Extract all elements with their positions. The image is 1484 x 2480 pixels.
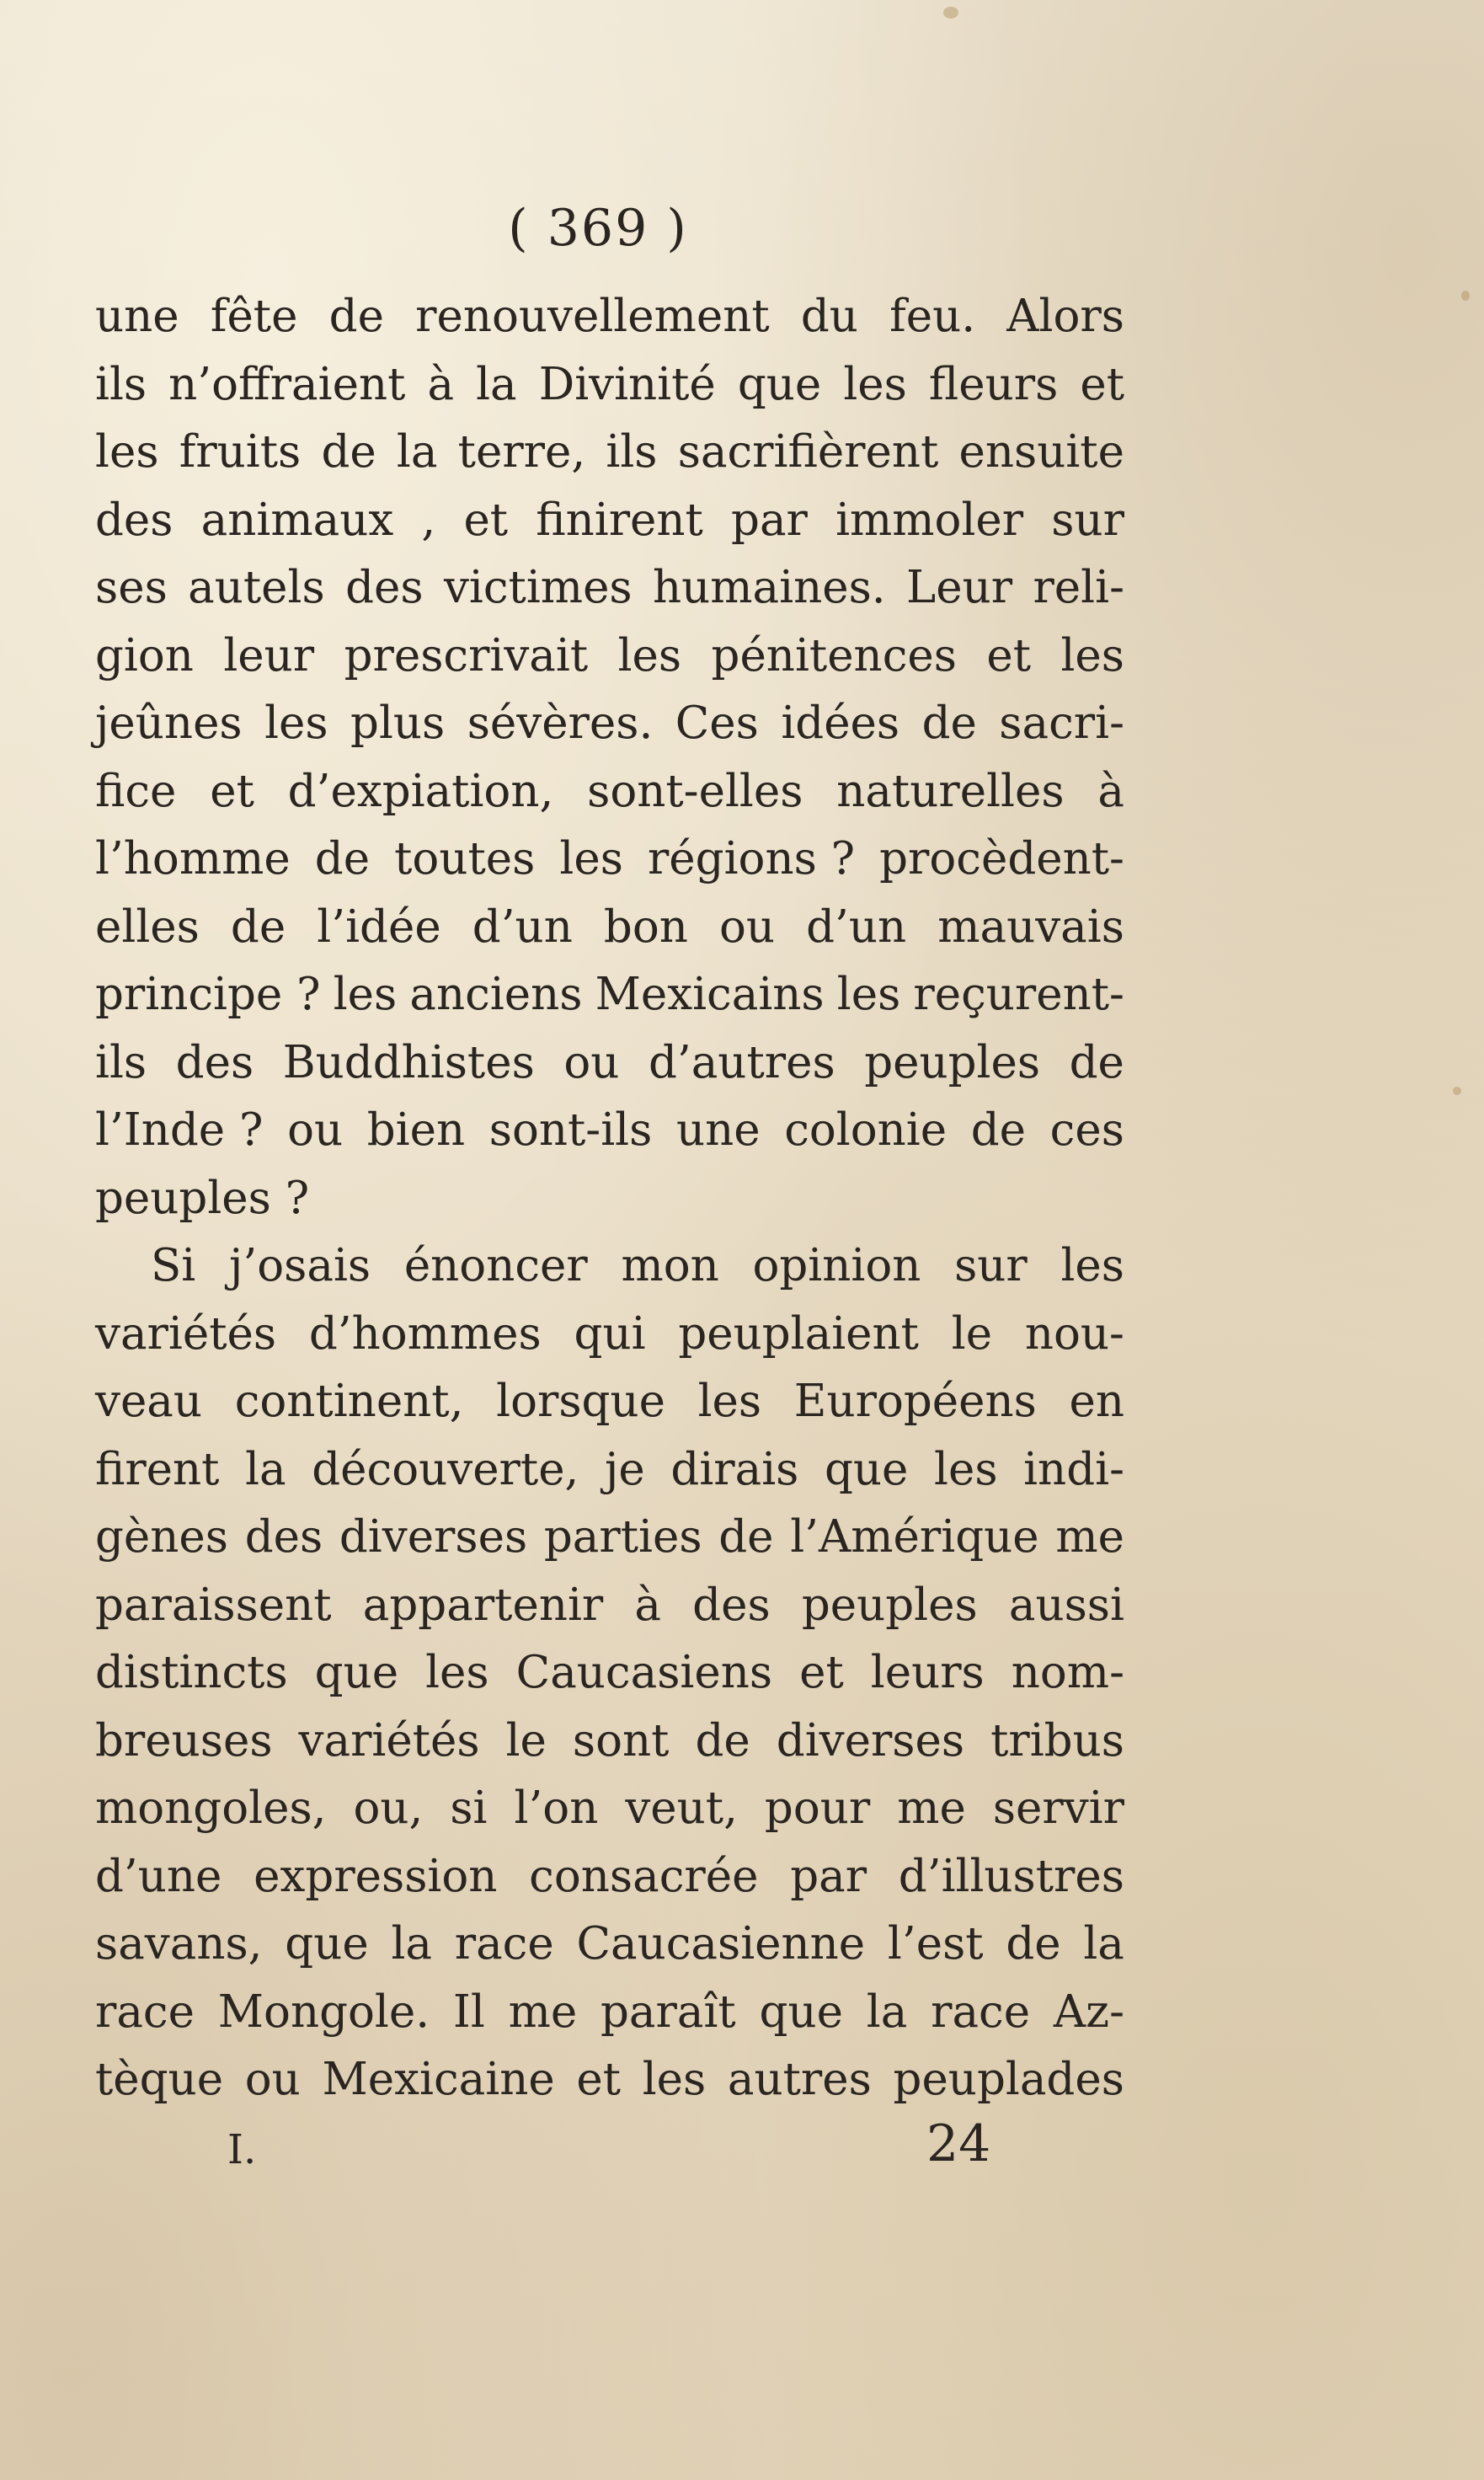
text-line bbox=[95, 1639, 1124, 1708]
text-word: savans, bbox=[95, 1918, 263, 1970]
text-word: les bbox=[559, 833, 623, 885]
text-word: naturelles bbox=[836, 765, 1065, 817]
text-line bbox=[95, 1775, 1124, 1843]
foxing-spot bbox=[1461, 291, 1470, 301]
text-word: que bbox=[824, 1443, 909, 1495]
text-word: reçurent- bbox=[913, 969, 1124, 1020]
text-word: anciens bbox=[409, 969, 583, 1020]
text-word: une bbox=[95, 291, 179, 342]
text-word: peuples bbox=[864, 1036, 1041, 1088]
text-word: Mongole. bbox=[217, 1986, 430, 2038]
text-word: énoncer bbox=[403, 1240, 588, 1291]
text-line bbox=[95, 961, 1124, 1029]
text-word: aussi bbox=[1008, 1579, 1124, 1631]
text-word: mongoles, bbox=[95, 1782, 327, 1834]
text-word: des bbox=[175, 1036, 254, 1088]
text-word: bien bbox=[366, 1104, 466, 1156]
text-word: d’autres bbox=[648, 1036, 835, 1088]
text-word: fice bbox=[95, 765, 177, 817]
text-word: sacri- bbox=[999, 698, 1124, 749]
text-word: que bbox=[737, 358, 822, 410]
text-word: la bbox=[476, 358, 517, 410]
text-line bbox=[95, 1843, 1124, 1911]
text-word: Il bbox=[452, 1986, 485, 2038]
text-word: humaines. bbox=[653, 562, 886, 613]
foxing-spot bbox=[1453, 1087, 1461, 1095]
text-word: les bbox=[934, 1443, 998, 1495]
text-word: de bbox=[1006, 1918, 1061, 1970]
text-word: d’hommes bbox=[308, 1307, 542, 1360]
text-word: si bbox=[450, 1782, 488, 1834]
text-word: appartenir bbox=[362, 1579, 604, 1631]
text-word: consacrée bbox=[529, 1850, 759, 1902]
text-word: peuplades bbox=[893, 2054, 1124, 2105]
text-word: lorsque bbox=[496, 1376, 665, 1427]
text-word: terre, bbox=[457, 426, 586, 478]
text-word: Alors bbox=[1006, 291, 1124, 342]
text-word: finirent bbox=[536, 494, 703, 546]
text-line bbox=[95, 554, 1124, 623]
text-word: à bbox=[1097, 765, 1124, 817]
text-line bbox=[95, 623, 1124, 691]
text-line bbox=[95, 2046, 1124, 2114]
text-word: régions ? bbox=[647, 833, 856, 885]
text-word: ou bbox=[244, 2054, 301, 2105]
text-word: bon bbox=[603, 901, 688, 953]
text-word: des bbox=[692, 1579, 771, 1631]
text-word: prescrivait bbox=[344, 629, 589, 681]
text-word: autels bbox=[188, 562, 325, 613]
text-word: parties bbox=[543, 1511, 702, 1563]
text-word: Si bbox=[151, 1240, 196, 1291]
text-word: l’idée bbox=[317, 901, 441, 953]
text-word: leur bbox=[223, 629, 315, 681]
text-line bbox=[95, 487, 1124, 555]
text-word: la bbox=[245, 1443, 286, 1495]
text-word: gion bbox=[95, 629, 194, 681]
text-word: en bbox=[1069, 1376, 1124, 1427]
text-word: les bbox=[333, 969, 398, 1020]
text-word: indi- bbox=[1023, 1443, 1124, 1495]
text-word: Az- bbox=[1053, 1986, 1124, 2038]
text-word: la bbox=[391, 1918, 432, 1970]
text-word: les bbox=[1060, 629, 1124, 681]
text-word: servir bbox=[992, 1782, 1124, 1834]
text-word: mon bbox=[621, 1240, 719, 1291]
text-word: peuples ? bbox=[95, 1172, 310, 1224]
text-word: ou bbox=[287, 1104, 344, 1156]
text-word: me bbox=[508, 1986, 578, 2038]
text-word: de bbox=[321, 426, 376, 478]
text-line bbox=[95, 1029, 1124, 1098]
text-word: et bbox=[576, 2054, 622, 2105]
text-word: mauvais bbox=[937, 901, 1124, 953]
text-word: et bbox=[799, 1647, 844, 1698]
text-word: idées bbox=[781, 698, 900, 749]
text-word: et bbox=[1080, 358, 1124, 410]
text-word: veut, bbox=[625, 1782, 738, 1834]
text-word: sont-ils bbox=[488, 1104, 653, 1156]
text-word: Buddhistes bbox=[282, 1036, 535, 1088]
text-word: race bbox=[931, 1986, 1031, 2038]
text-word: Caucasiens bbox=[515, 1647, 773, 1698]
text-word: les bbox=[264, 698, 328, 749]
text-word: les bbox=[697, 1376, 762, 1427]
text-word: l’on bbox=[514, 1782, 599, 1834]
text-word: pour bbox=[764, 1782, 871, 1834]
text-word: par bbox=[731, 494, 808, 546]
text-word: l’est bbox=[887, 1918, 984, 1970]
text-word: d’un bbox=[472, 901, 573, 953]
text-word: sacrifièrent bbox=[677, 426, 939, 478]
text-word: les bbox=[642, 2054, 707, 2105]
text-word: ses bbox=[95, 562, 168, 613]
text-word: variétés bbox=[298, 1714, 480, 1766]
text-word: , bbox=[421, 494, 436, 546]
text-word: l’Inde ? bbox=[95, 1104, 264, 1156]
text-word: race bbox=[454, 1918, 554, 1970]
text-word: nom- bbox=[1011, 1647, 1124, 1698]
text-word: fruits bbox=[179, 426, 302, 478]
text-word: le bbox=[505, 1714, 547, 1766]
text-word: les bbox=[1060, 1240, 1124, 1291]
text-word: par bbox=[790, 1850, 867, 1902]
text-word: gènes bbox=[95, 1511, 228, 1563]
text-word: tèque bbox=[95, 2054, 224, 2105]
text-line bbox=[95, 1572, 1124, 1640]
text-word: tribus bbox=[990, 1714, 1124, 1766]
text-word: que bbox=[314, 1647, 399, 1698]
text-word: diverses bbox=[776, 1714, 965, 1766]
text-word: me bbox=[1055, 1511, 1124, 1563]
text-line bbox=[95, 690, 1124, 758]
text-word: Divinité bbox=[538, 358, 716, 410]
foxing-spot bbox=[943, 7, 958, 19]
text-word: distincts bbox=[95, 1647, 288, 1698]
text-word: Caucasienne bbox=[576, 1918, 866, 1970]
text-line bbox=[95, 351, 1124, 420]
signature-mark: I. bbox=[227, 2126, 257, 2173]
text-word: principe ? bbox=[95, 969, 321, 1020]
text-word: sévères. bbox=[467, 698, 654, 749]
text-word: sur bbox=[1051, 494, 1124, 546]
text-word: la bbox=[866, 1986, 908, 2038]
text-word: dirais bbox=[670, 1443, 799, 1495]
text-line bbox=[95, 894, 1124, 962]
text-word: l’homme bbox=[95, 833, 291, 885]
text-word: sur bbox=[954, 1240, 1028, 1291]
text-word: et bbox=[463, 494, 509, 546]
text-line bbox=[95, 1708, 1124, 1776]
text-word: variétés bbox=[95, 1307, 277, 1360]
text-word: race bbox=[95, 1986, 195, 2038]
text-word: ils bbox=[606, 426, 658, 478]
text-word: des bbox=[244, 1511, 323, 1563]
text-word: toutes bbox=[394, 833, 536, 885]
text-word: breuses bbox=[95, 1714, 273, 1766]
text-word: du bbox=[800, 291, 858, 342]
text-word: expression bbox=[254, 1850, 498, 1902]
text-word: que bbox=[759, 1986, 843, 2038]
text-word: peuples bbox=[801, 1579, 978, 1631]
text-word: l’Amérique bbox=[790, 1511, 1039, 1563]
text-line bbox=[95, 1911, 1124, 1979]
text-word: Ces bbox=[675, 698, 759, 749]
text-word: opinion bbox=[752, 1240, 921, 1291]
text-word: de bbox=[970, 1104, 1027, 1156]
text-word: Mexicaine bbox=[322, 2054, 555, 2105]
text-word: découverte, bbox=[312, 1443, 579, 1495]
text-word: de bbox=[328, 291, 384, 342]
text-line bbox=[95, 1979, 1124, 2047]
text-word: la bbox=[1083, 1918, 1124, 1970]
text-word: une bbox=[675, 1104, 761, 1156]
text-line bbox=[95, 1232, 1124, 1301]
text-word: ils bbox=[95, 1036, 147, 1088]
text-word: d’une bbox=[95, 1850, 222, 1902]
text-word: la bbox=[396, 426, 438, 478]
text-word: le bbox=[951, 1307, 993, 1360]
text-line bbox=[95, 283, 1124, 351]
text-word: nou- bbox=[1024, 1307, 1124, 1360]
text-word: sont-elles bbox=[587, 765, 803, 817]
text-line bbox=[95, 1301, 1124, 1369]
text-word: d’expiation, bbox=[287, 765, 554, 817]
text-word: ou, bbox=[353, 1782, 424, 1834]
text-word: ensuite bbox=[958, 426, 1124, 478]
text-word: n’offraient bbox=[168, 358, 406, 410]
text-word: ils bbox=[95, 358, 147, 410]
text-word: je bbox=[605, 1443, 645, 1495]
text-word: les bbox=[95, 426, 159, 478]
text-line bbox=[95, 1097, 1124, 1165]
text-word: les bbox=[836, 969, 901, 1020]
text-word: firent bbox=[95, 1443, 220, 1495]
text-word: colonie bbox=[784, 1104, 948, 1156]
text-word: fête bbox=[210, 291, 298, 342]
text-word: peuplaient bbox=[678, 1307, 919, 1360]
text-word: de bbox=[1069, 1036, 1124, 1088]
text-word: et bbox=[210, 765, 254, 817]
text-word: ou bbox=[563, 1036, 620, 1088]
text-word: d’un bbox=[806, 901, 907, 953]
text-word: sont bbox=[572, 1714, 670, 1766]
text-line bbox=[95, 1504, 1124, 1572]
text-word: diverses bbox=[339, 1511, 528, 1563]
text-word: les bbox=[617, 629, 682, 681]
text-line bbox=[95, 758, 1124, 826]
text-word: de bbox=[921, 698, 977, 749]
text-word: reli- bbox=[1033, 562, 1124, 613]
text-word: que bbox=[285, 1918, 369, 1970]
text-word: à bbox=[634, 1579, 662, 1631]
text-word: immoler bbox=[835, 494, 1024, 546]
text-word: fleurs bbox=[928, 358, 1059, 410]
text-word: ou bbox=[718, 901, 776, 953]
gathering-number: 24 bbox=[926, 2114, 991, 2173]
text-word: Européens bbox=[793, 1376, 1037, 1427]
text-word: des bbox=[95, 494, 173, 546]
text-word: d’illustres bbox=[898, 1850, 1124, 1902]
text-word: Leur bbox=[906, 562, 1013, 613]
text-line bbox=[95, 419, 1124, 487]
text-word: de bbox=[695, 1714, 750, 1766]
text-word: j’osais bbox=[228, 1240, 371, 1291]
text-word: Mexicains bbox=[595, 969, 825, 1020]
text-word: me bbox=[897, 1782, 966, 1834]
text-word: et bbox=[986, 629, 1032, 681]
text-word: les bbox=[843, 358, 907, 410]
text-line bbox=[95, 1165, 1124, 1233]
page-number-header: ( 369 ) bbox=[508, 199, 688, 258]
text-word: ces bbox=[1049, 1104, 1124, 1156]
text-word: à bbox=[427, 358, 455, 410]
text-line bbox=[95, 1436, 1124, 1505]
text-word: de bbox=[230, 901, 286, 953]
body-text bbox=[95, 283, 1124, 2114]
text-word: jeûnes bbox=[95, 698, 243, 749]
text-word: feu. bbox=[889, 291, 976, 342]
text-word: animaux bbox=[200, 494, 394, 546]
text-word: elles bbox=[95, 901, 200, 953]
text-word: veau bbox=[95, 1376, 203, 1427]
text-word: plus bbox=[350, 698, 446, 749]
text-word: continent, bbox=[234, 1376, 464, 1427]
text-word: autres bbox=[727, 2054, 872, 2105]
text-word: renouvellement bbox=[415, 291, 770, 342]
text-word: procèdent- bbox=[879, 833, 1124, 885]
text-word: victimes bbox=[443, 562, 633, 613]
text-word: des bbox=[345, 562, 424, 613]
text-word: de bbox=[718, 1511, 774, 1563]
text-word: leurs bbox=[870, 1647, 985, 1698]
text-word: de bbox=[314, 833, 371, 885]
text-word: paraissent bbox=[95, 1579, 332, 1631]
text-word: pénitences bbox=[711, 629, 957, 681]
text-line bbox=[95, 1368, 1124, 1436]
text-word: qui bbox=[574, 1307, 646, 1360]
text-line bbox=[95, 826, 1124, 894]
text-word: paraît bbox=[601, 1986, 736, 2038]
text-word: les bbox=[425, 1647, 489, 1698]
